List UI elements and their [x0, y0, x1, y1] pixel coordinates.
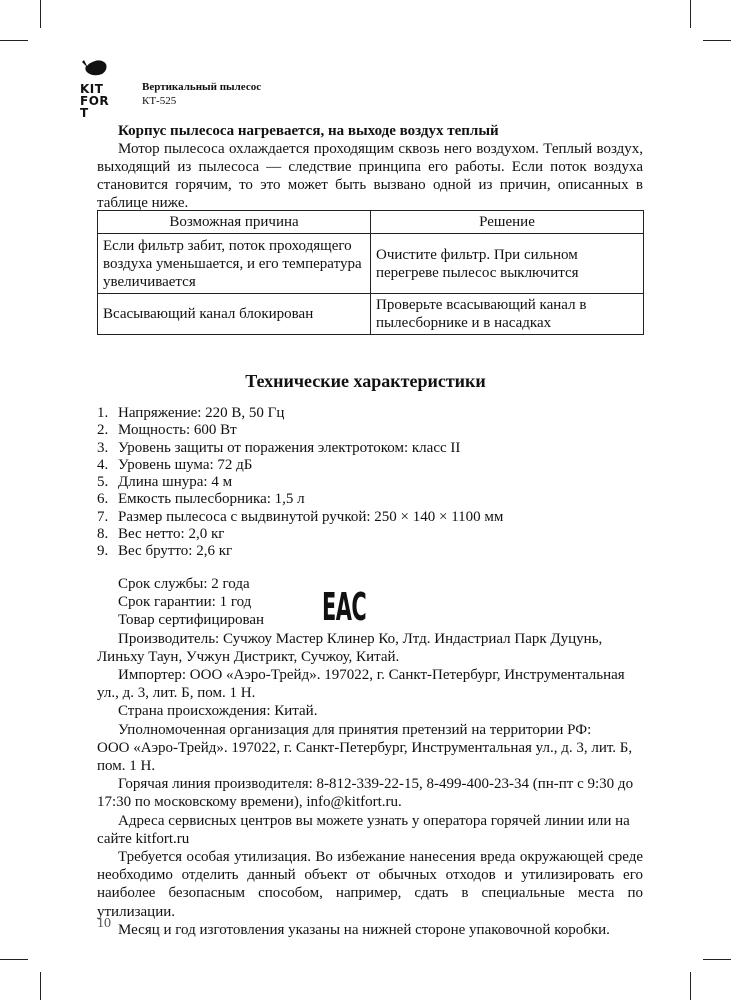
info-paragraph: Месяц и год изготовления указаны на нижней стороне упаковочной коробки.	[118, 921, 610, 938]
info-paragraph: Уполномоченная организация для принятия претензий на территории РФ:	[118, 721, 592, 738]
section-title: Корпус пылесоса нагревается, на выходе воздух теплый	[118, 123, 499, 139]
info-paragraph: Производитель: Сучжоу Мастер Клинер Ко, Лтд. Индастриал Парк Дуцунь, Линьху Таун, Учжун Дистрикт, Сучжоу, Китай.	[97, 630, 603, 665]
table-cell: Всасывающий канал блокирован	[98, 294, 371, 335]
whale-icon	[80, 58, 108, 78]
info-paragraph: Срок гарантии: 1 год	[118, 594, 252, 611]
info-section	[97, 575, 643, 939]
info-paragraph: ООО «Аэро-Трейд». 197022, г. Санкт-Петербург, Инструментальная ул., д. 3, лит. Б, пом. 1 Н.	[97, 739, 633, 775]
list-item: 3. Уровень защиты от поражения электротоком: класс II	[97, 439, 461, 456]
info-paragraph: Срок службы: 2 года	[118, 576, 250, 592]
eac-certification-mark: EAC	[322, 585, 367, 629]
table-cell: Очистите фильтр. При сильном перегреве пылесос выключится	[371, 234, 644, 294]
crop-mark	[0, 959, 28, 960]
crop-mark	[703, 40, 731, 41]
list-item: 8. Вес нетто: 2,0 кг	[97, 526, 225, 543]
info-paragraph: Требуется особая утилизация. Во избежание нанесения вреда окружающей среде необходимо отделить данный объект от обычных отходов и утилизировать его наиболее безопасным способом, например, сдать в специальные места по утилизации.	[97, 849, 643, 920]
info-paragraph: Адреса сервисных центров вы можете узнать у оператора горячей линии или на сайте kitfort.ru	[97, 812, 630, 847]
column-header: Возможная причина	[98, 211, 371, 234]
logo-text: KIT FORT	[80, 82, 110, 120]
crop-mark	[40, 0, 41, 28]
info-paragraph: Страна происхождения: Китай.	[118, 703, 318, 720]
crop-mark	[690, 0, 691, 28]
list-item: 4. Уровень шума: 72 дБ	[97, 456, 253, 473]
specs-list	[97, 405, 503, 561]
crop-mark	[690, 972, 691, 1000]
list-item: 2. Мощность: 600 Вт	[97, 422, 237, 439]
page-header	[142, 80, 261, 108]
crop-mark	[40, 972, 41, 1000]
list-item: 6. Емкость пылесборника: 1,5 л	[97, 491, 305, 508]
product-name: Вертикальный пылесос	[142, 81, 262, 93]
info-paragraph: Товар сертифицирован	[118, 612, 265, 629]
list-item: 9. Вес брутто: 2,6 кг	[97, 543, 233, 560]
kitfort-logo	[80, 58, 120, 119]
table-cell: Если фильтр забит, поток проходящего воздуха уменьшается, и его температура увеличивается	[98, 234, 371, 294]
troubleshooting-table	[97, 210, 644, 335]
info-paragraph: Импортер: ООО «Аэро-Трейд». 197022, г. Санкт-Петербург, Инструментальная ул., д. 3, лит. Б, пом. 1 Н.	[97, 667, 625, 702]
table-row	[98, 234, 644, 294]
section-overheat	[97, 122, 643, 212]
page-number: 10	[97, 916, 111, 931]
crop-mark	[703, 959, 731, 960]
crop-mark	[0, 40, 28, 41]
section-paragraph: Мотор пылесоса охлаждается проходящим сквозь него воздухом. Теплый воздух, выходящий из пылесоса — следствие принципа его работы. Если поток воздуха становится горячим, то это может быть вызвано одной из причин, описанных в таблице ниже.	[97, 141, 643, 211]
table-row	[98, 294, 644, 335]
info-paragraph: Горячая линия производителя: 8-812-339-22-15, 8-499-400-23-34 (пн-пт с 9:30 до 17:30 по московскому времени), info@kitfort.ru.	[97, 776, 634, 811]
table-cell: Проверьте всасывающий канал в пылесборнике и в насадках	[371, 294, 644, 335]
specs-title: Технические характеристики	[245, 371, 486, 391]
column-header: Решение	[371, 211, 644, 234]
list-item: 7. Размер пылесоса с выдвинутой ручкой: 250 × 140 × 1100 мм	[97, 508, 504, 525]
model-number: КТ-525	[142, 95, 177, 107]
list-item: 5. Длина шнура: 4 м	[97, 474, 233, 491]
list-item: 1. Напряжение: 220 В, 50 Гц	[97, 405, 285, 421]
